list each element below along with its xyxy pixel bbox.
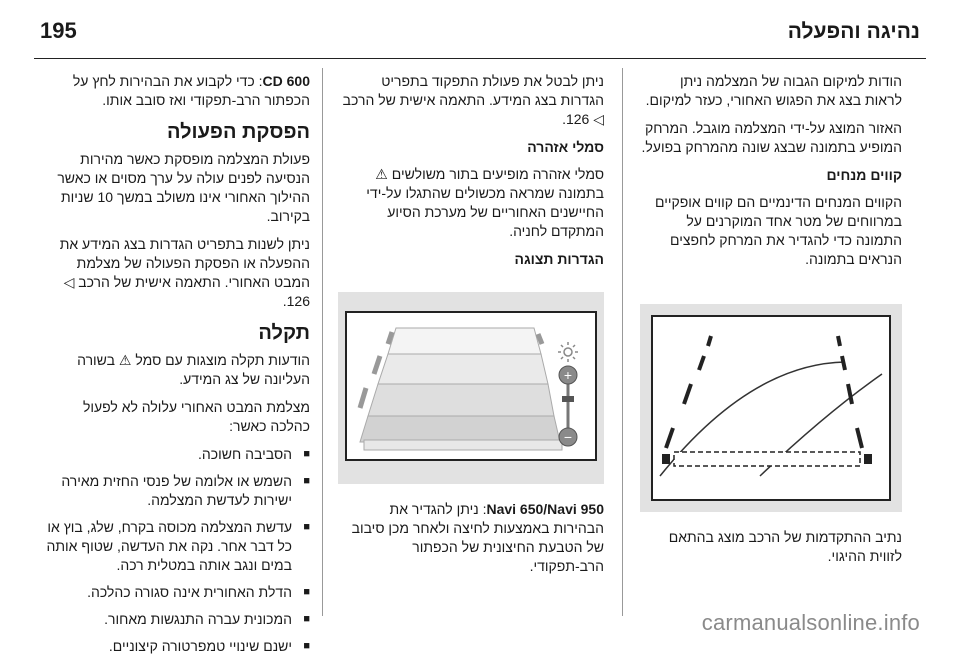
- figure-caption-right: [640, 528, 902, 575]
- caption-navi-brightness: [338, 500, 604, 576]
- paragraph-camera-area: האזור המוצג על-ידי המצלמה מוגבל. המרחק המופיע בתמונה שבצג שונה מהמרחק בפועל.: [641, 120, 902, 155]
- header-divider: [34, 58, 926, 59]
- watermark: carmanualsonline.info: [701, 610, 920, 635]
- list-item: ■ המכונית עברה התנגשות מאחור.: [40, 610, 310, 629]
- column-middle: [338, 72, 604, 277]
- paragraph-camera-may-fail: מצלמת המבט האחורי עלולה לא לפעול כהלכה כאשר:: [82, 399, 310, 434]
- cd600-label: CD 600: [262, 73, 310, 89]
- list-item: ■ הדלת האחורית אינה סגורה כהלכה.: [40, 583, 310, 602]
- bumper-area: [364, 440, 562, 450]
- paragraph-disable-function: ניתן לבטל את פעולת התפקוד בתפריט הגדרות בצג המידע. התאמה אישית של הרכב ◁ 126.: [342, 73, 604, 127]
- warning-triangle-icon: ⚠: [375, 166, 388, 182]
- column-right: [640, 72, 902, 278]
- caption-trajectory: נתיב ההתקדמות של הרכב מוצג בהתאם לזווית ההיגוי.: [668, 529, 902, 564]
- navi-caption-text: : ניתן להגדיר את הבהירות באמצעות לחיצה ולאחר מכן סיבוב של הטבעת החיצונית של הכפתור הרב-תפקודי.: [351, 501, 604, 574]
- figure-display-settings: [338, 292, 604, 484]
- figure-guidelines: [640, 304, 902, 512]
- page-header: [34, 8, 926, 52]
- heading-fault: תקלה: [258, 322, 310, 344]
- brightness-plus-icon[interactable]: +: [563, 367, 573, 383]
- list-item: ■ ישנם שינויי טמפרטורה קיצוניים.: [40, 637, 310, 656]
- cd600-text: : כדי לקבוע את הבהירות לחץ על הכפתור הרב-תפקודי ואז סובב אותו.: [72, 73, 310, 108]
- warning-triangle-icon: ⚠: [118, 352, 132, 368]
- slider-handle[interactable]: [562, 396, 574, 402]
- list-item: ■ הסביבה חשוכה.: [40, 445, 310, 464]
- page-number: 195: [40, 18, 77, 43]
- column-divider-right: [622, 68, 623, 616]
- chapter-title: נהיגה והפעלה: [787, 20, 920, 43]
- figure-caption-middle: [338, 500, 604, 585]
- paragraph-settings-menu: ניתן לשנות בתפריט הגדרות בצג המידע את ההפעלה או הפסקת הפעולה של מצלמת המבט האחורי. התאמה אישית של הרכב ◁ 126.: [59, 236, 310, 309]
- paragraph-stop-operation: פעולת המצלמה מופסקת כאשר מהירות הנסיעה לפנים עולה על ערך מסוים או כאשר ההילוך האחורי אינו משולב במשך 10 שניות בקירוב.: [57, 151, 310, 224]
- brightness-minus-icon[interactable]: −: [563, 429, 573, 445]
- fault-text-b: בשורה העליונה של צג המידע.: [77, 352, 310, 387]
- bumper-end-right: [864, 454, 872, 464]
- heading-guidelines: קווים מנחים: [826, 167, 902, 183]
- bumper-end-left: [662, 454, 670, 464]
- column-left: [40, 72, 310, 664]
- bumper-line: [674, 452, 860, 466]
- list-item: ■ עדשת המצלמה מכוסה בקרח, שלג, בוץ או כל דבר אחר. נקה את העדשה, שטוף אותה במים ונגב אותה במטלית רכה.: [40, 518, 310, 575]
- heading-stop-operation: הפסקת הפעולה: [166, 121, 310, 143]
- paragraph-camera-position: הודות למיקום הגבוה של המצלמה ניתן לראות בצג את הפגוש האחורי, כעזר למיקום.: [645, 73, 902, 108]
- paragraph-warning-symbols: סמלי אזהרה מופיעים בתור משולשים ⚠ בתמונה שמראה מכשולים שהתגלו על-ידי החיישנים האחוריים של מערכת הסיוע המתקדם לחניה.: [366, 166, 604, 239]
- column-divider-left: [322, 68, 323, 616]
- conditions-list: [40, 445, 310, 656]
- paragraph-guidelines: הקווים המנחים הדינמיים הם קווים אופקיים במרווחים של מטר אחד המוקרנים על התמונה כדי להגדיר את המרחק לחפצים הנראים בתמונה.: [655, 194, 902, 267]
- fault-text-a: הודעות תקלה מוצגות עם סמל: [131, 352, 310, 368]
- list-item: ■ השמש או אלומה של פנסי החזית מאירה ישירות לעדשת המצלמה.: [40, 472, 310, 510]
- paragraph-fault-messages: [40, 351, 310, 389]
- heading-display-settings: הגדרות תצוגה: [514, 251, 604, 267]
- navi-label: Navi 650/Navi 950: [486, 501, 604, 517]
- display-frame: [652, 316, 890, 500]
- paragraph-cd600: [40, 72, 310, 110]
- heading-warning-symbols: סמלי אזהרה: [527, 139, 604, 155]
